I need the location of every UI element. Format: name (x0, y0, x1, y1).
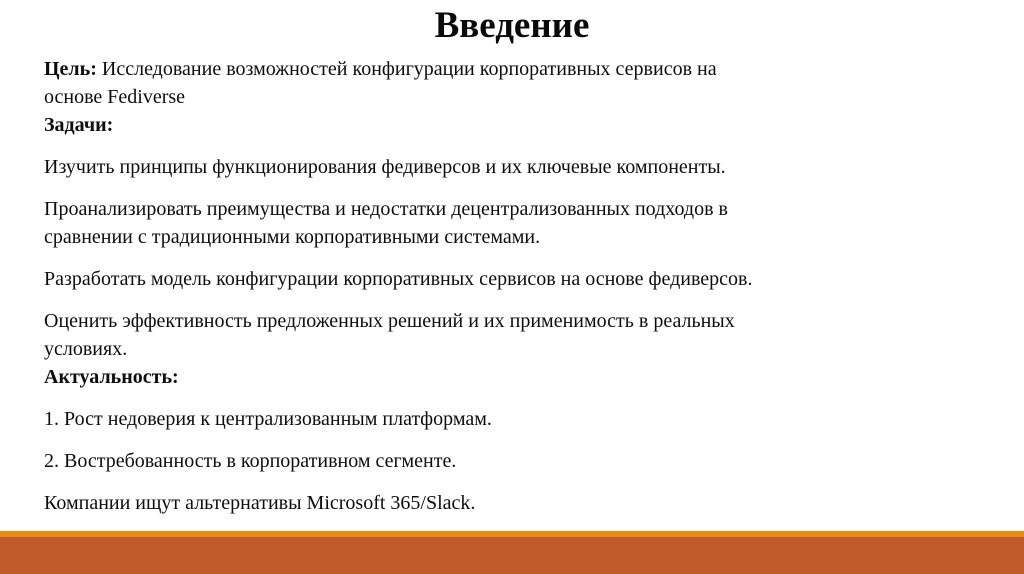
body-line (44, 153, 984, 181)
line-text: Разработать модель конфигурации корпоративных сервисов на основе федиверсов. (44, 268, 753, 290)
line-text: 2. Востребованность в корпоративном сегменте. (44, 450, 457, 472)
footer-main-bar (0, 537, 1024, 574)
body-line (44, 223, 984, 251)
line-text: Оценить эффективность предложенных решений и их применимость в реальных (44, 310, 735, 332)
body-line (44, 55, 984, 83)
line-text: Изучить принципы функционирования федиверсов и их ключевые компоненты. (44, 156, 726, 178)
slide-body (0, 55, 1024, 517)
label-goal: Цель: (44, 58, 97, 80)
line-text: основе Fediverse (44, 86, 186, 108)
slide-title: Введение (434, 5, 590, 46)
label-tasks: Задачи: (44, 114, 114, 136)
body-line (44, 307, 984, 335)
body-line (44, 363, 984, 391)
footer-bar (0, 531, 1024, 574)
body-line (44, 265, 984, 293)
body-line (44, 83, 984, 111)
body-line (44, 405, 984, 433)
line-text: Компании ищут альтернативы Microsoft 365/Slack. (44, 492, 476, 514)
line-text: условиях. (44, 338, 128, 360)
line-text: 1. Рост недоверия к централизованным платформам. (44, 408, 492, 430)
line-text: сравнении с традиционными корпоративными системами. (44, 226, 541, 248)
body-line (44, 111, 984, 139)
body-line (44, 335, 984, 363)
body-line (44, 447, 984, 475)
body-line (44, 489, 984, 517)
body-line (44, 195, 984, 223)
label-relevance: Актуальность: (44, 366, 179, 388)
line-text: Исследование возможностей конфигурации корпоративных сервисов на (96, 58, 717, 80)
line-text: Проанализировать преимущества и недостатки децентрализованных подходов в (44, 198, 728, 220)
